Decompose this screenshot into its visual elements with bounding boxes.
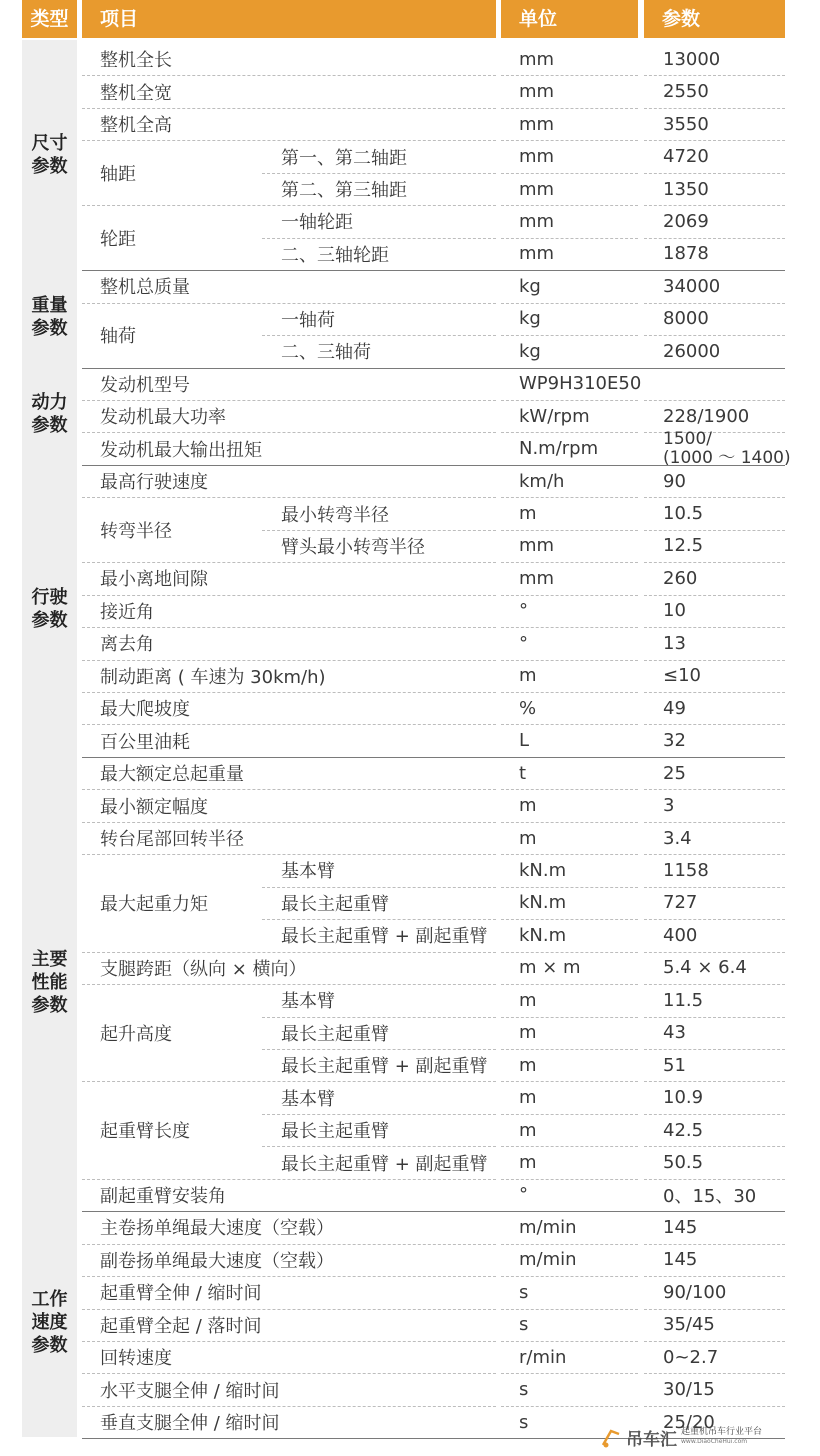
row-unit: ° (519, 600, 528, 622)
row-unit: mm (519, 146, 555, 168)
row-unit: mm (519, 178, 555, 200)
row-value: 10 (663, 600, 686, 622)
row-value: 90 (663, 470, 686, 492)
watermark (600, 1422, 790, 1452)
row-value: 3.4 (663, 827, 692, 849)
row-item: 副起重臂安装角 (100, 1185, 226, 1207)
row-value: 8000 (663, 308, 709, 330)
section-label: 行驶 参数 (31, 586, 68, 631)
row-value: 3 (663, 795, 675, 817)
watermark-brand: 吊车汇 (626, 1429, 677, 1450)
row-value: 42.5 (663, 1119, 704, 1141)
row-unit: mm (519, 567, 555, 589)
row-subitem: 二、三轴荷 (281, 342, 371, 364)
watermark-tagline: 起重机吊车行业平台 (681, 1427, 763, 1437)
row-subitem: 最长主起重臂 + 副起重臂 (281, 1153, 488, 1175)
header-type: 类型 (22, 0, 77, 38)
row-subitem: 最长主起重臂 (281, 893, 389, 915)
row-unit: r/min (519, 1346, 567, 1368)
row-value: 1158 (663, 859, 709, 881)
row-value: 50.5 (663, 1152, 704, 1174)
row-unit: km/h (519, 470, 565, 492)
section-label: 主要 性能 参数 (31, 948, 68, 1016)
row-subitem: 最长主起重臂 (281, 1023, 389, 1045)
section-label: 动力 参数 (31, 392, 68, 437)
row-subitem: 最长主起重臂 (281, 1121, 389, 1143)
row-item: 最大爬坡度 (100, 699, 190, 721)
section-label: 尺寸 参数 (31, 132, 68, 177)
row-unit: m (519, 827, 537, 849)
row-value: 228/1900 (663, 405, 750, 427)
row-item: 制动距离 ( 车速为 30km/h) (100, 666, 326, 688)
row-value: 10.5 (663, 503, 704, 525)
row-value: 25 (663, 762, 686, 784)
section-label: 工作 速度 参数 (31, 1289, 68, 1357)
row-value: 34000 (663, 275, 721, 297)
row-value: 11.5 (663, 989, 704, 1011)
row-value: 2550 (663, 81, 709, 103)
row-value: 26000 (663, 340, 721, 362)
row-value: 43 (663, 1022, 686, 1044)
row-unit: ° (519, 632, 528, 654)
row-unit: m (519, 503, 537, 525)
row-value: 13000 (663, 48, 721, 70)
watermark-url: www.DiaoCheHui.com (681, 1438, 748, 1445)
row-value: 2069 (663, 210, 709, 232)
row-value: 400 (663, 924, 698, 946)
row-subitem: 基本臂 (281, 1088, 335, 1110)
row-value: 12.5 (663, 535, 704, 557)
row-unit: kg (519, 275, 541, 297)
row-item: 发动机最大功率 (100, 407, 226, 429)
row-item: 主卷扬单绳最大速度（空载） (100, 1218, 334, 1240)
row-unit: s (519, 1379, 529, 1401)
row-item: 整机总质量 (100, 277, 190, 299)
row-unit: m (519, 1022, 537, 1044)
row-value: 49 (663, 697, 686, 719)
row-item: 最高行驶速度 (100, 472, 208, 494)
row-unit: kg (519, 340, 541, 362)
row-unit: kN.m (519, 892, 567, 914)
row-item: 水平支腿全伸 / 缩时间 (100, 1380, 280, 1402)
row-value: 5.4 × 6.4 (663, 957, 747, 979)
row-item: 接近角 (100, 601, 154, 623)
row-value (663, 368, 793, 400)
row-unit: t (519, 762, 527, 784)
row-value: 1350 (663, 178, 709, 200)
row-item: 起重臂全伸 / 缩时间 (100, 1283, 262, 1305)
row-item: 整机全宽 (100, 82, 172, 104)
row-unit: m (519, 1119, 537, 1141)
row-item: 轴距 (100, 163, 136, 185)
row-item: 整机全长 (100, 50, 172, 72)
row-item: 起升高度 (100, 1023, 172, 1045)
row-item: 转弯半径 (100, 520, 172, 542)
row-item: 整机全高 (100, 115, 172, 137)
row-unit: mm (519, 113, 555, 135)
row-item: 转台尾部回转半径 (100, 829, 244, 851)
row-item: 起重臂全起 / 落时间 (100, 1315, 262, 1337)
row-value: 145 (663, 1216, 698, 1238)
row-unit: m/min (519, 1216, 577, 1238)
row-value: 32 (663, 730, 686, 752)
row-item: 最大起重力矩 (100, 893, 208, 915)
header-unit: 单位 (501, 0, 638, 38)
row-value: 727 (663, 892, 698, 914)
row-value: 4720 (663, 146, 709, 168)
row-subitem: 一轴荷 (281, 309, 335, 331)
row-unit: m (519, 1087, 537, 1109)
row-unit: ° (519, 1184, 528, 1206)
row-subitem: 第一、第二轴距 (281, 147, 407, 169)
row-unit: kW/rpm (519, 405, 590, 427)
row-item: 发动机最大输出扭矩 (100, 439, 262, 461)
row-unit: s (519, 1411, 529, 1433)
row-unit: mm (519, 535, 555, 557)
row-unit: mm (519, 210, 555, 232)
row-unit: m (519, 1152, 537, 1174)
row-item: 回转速度 (100, 1348, 172, 1370)
row-subitem: 二、三轴轮距 (281, 244, 389, 266)
row-unit: mm (519, 81, 555, 103)
row-unit: WP9H310E50 (519, 373, 642, 395)
row-item: 百公里油耗 (100, 731, 190, 753)
header-param: 参数 (644, 0, 785, 38)
row-value: 3550 (663, 113, 709, 135)
row-item: 最大额定总起重量 (100, 764, 244, 786)
row-unit: m (519, 795, 537, 817)
row-subitem: 最长主起重臂 + 副起重臂 (281, 1056, 488, 1078)
crane-logo-icon (600, 1426, 622, 1448)
row-unit: m/min (519, 1249, 577, 1271)
row-subitem: 臂头最小转弯半径 (281, 536, 425, 558)
row-item: 最小额定幅度 (100, 796, 208, 818)
row-item: 起重臂长度 (100, 1121, 190, 1143)
row-unit: kN.m (519, 859, 567, 881)
row-item: 轮距 (100, 228, 136, 250)
row-subitem: 第二、第三轴距 (281, 180, 407, 202)
row-value: 10.9 (663, 1087, 704, 1109)
row-value: 13 (663, 632, 686, 654)
row-subitem: 最长主起重臂 + 副起重臂 (281, 926, 488, 948)
row-unit: m (519, 989, 537, 1011)
row-unit: m (519, 1054, 537, 1076)
row-value: 145 (663, 1249, 698, 1271)
row-unit: L (519, 730, 530, 752)
row-item: 发动机型号 (100, 374, 190, 396)
row-unit: kN.m (519, 924, 567, 946)
row-value: 90/100 (663, 1281, 727, 1303)
row-value: 1878 (663, 243, 709, 265)
row-unit: kg (519, 308, 541, 330)
row-value: 260 (663, 567, 698, 589)
row-unit: mm (519, 48, 555, 70)
row-unit: s (519, 1314, 529, 1336)
row-item: 副卷扬单绳最大速度（空载） (100, 1250, 334, 1272)
row-item: 离去角 (100, 634, 154, 656)
row-subitem: 最小转弯半径 (281, 504, 389, 526)
row-value: 25/20 (663, 1411, 715, 1433)
row-value: ≤10 (663, 665, 701, 687)
row-item: 支腿跨距（纵向 × 横向） (100, 958, 307, 980)
header-item: 项目 (82, 0, 496, 38)
row-value: 35/45 (663, 1314, 715, 1336)
row-unit: m × m (519, 957, 581, 979)
row-item: 垂直支腿全伸 / 缩时间 (100, 1413, 280, 1435)
row-item: 最小离地间隙 (100, 569, 208, 591)
row-unit: mm (519, 243, 555, 265)
row-subitem: 基本臂 (281, 991, 335, 1013)
row-unit: m (519, 665, 537, 687)
row-item: 轴荷 (100, 326, 136, 348)
row-value: 0~2.7 (663, 1346, 719, 1368)
row-value: 1500/ (1000 ～ 1400) (663, 428, 791, 468)
row-value: 30/15 (663, 1379, 715, 1401)
row-unit: s (519, 1281, 529, 1303)
row-unit: % (519, 697, 537, 719)
row-subitem: 一轴轮距 (281, 212, 353, 234)
row-unit: N.m/rpm (519, 438, 599, 460)
section-label: 重量 参数 (31, 294, 68, 339)
row-value: 0、15、30 (663, 1185, 757, 1207)
row-value: 51 (663, 1054, 686, 1076)
row-subitem: 基本臂 (281, 861, 335, 883)
